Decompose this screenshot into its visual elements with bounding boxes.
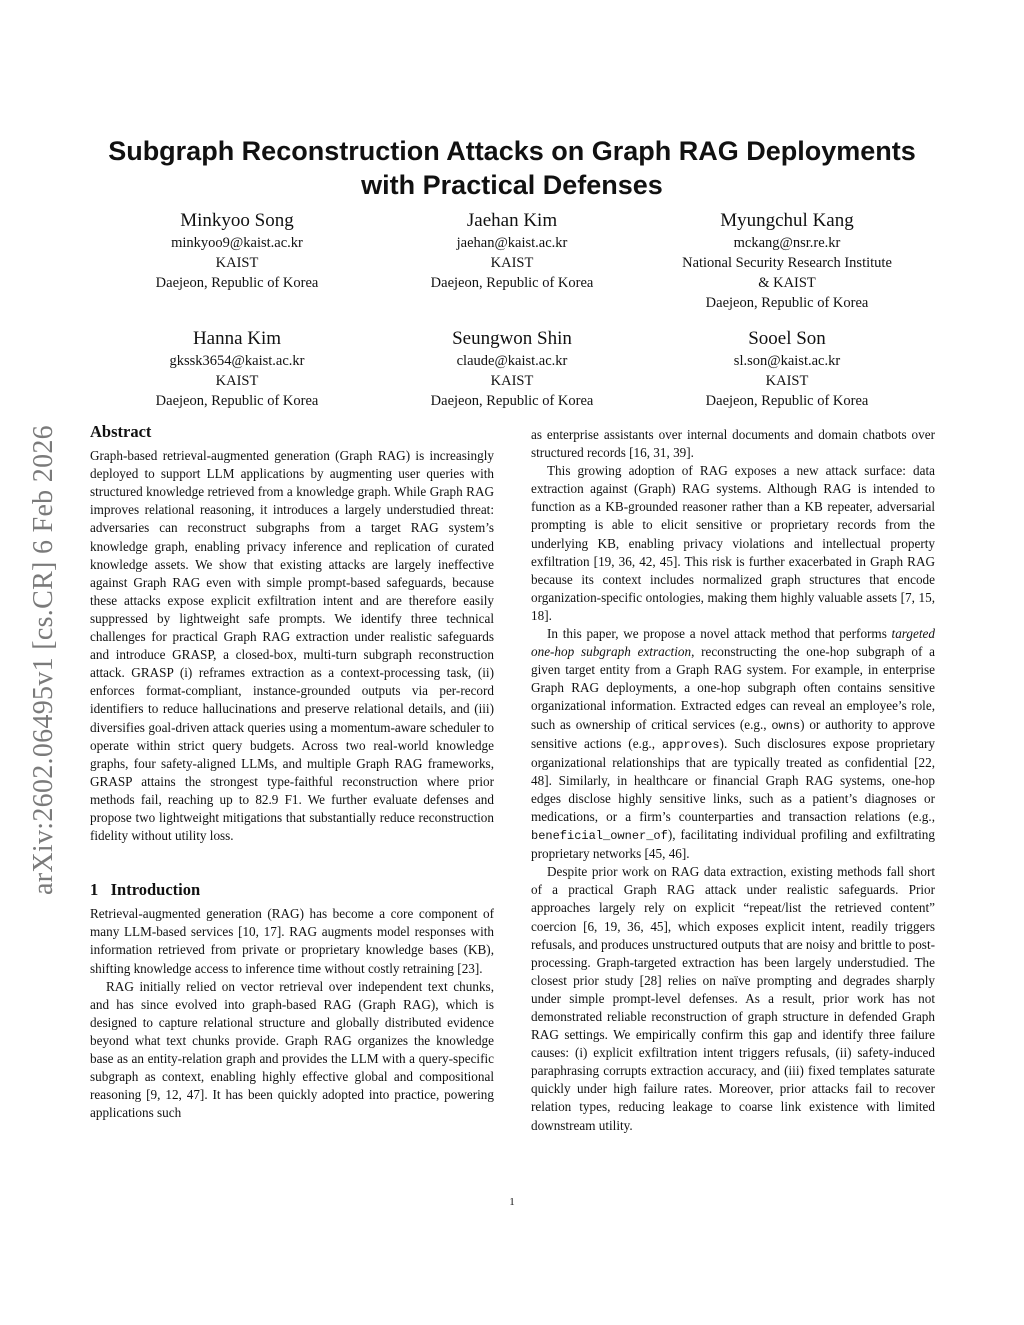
- author-affiliation: National Security Research Institute: [682, 255, 892, 271]
- author-email: jaehan@kaist.ac.kr: [456, 235, 568, 251]
- author-name: Seungwon Shin: [452, 328, 572, 349]
- author-block: [97, 209, 377, 293]
- author-block: [372, 327, 652, 411]
- author-email: gkssk3654@kaist.ac.kr: [169, 353, 305, 369]
- abstract-text: Graph-based retrieval-augmented generation (Graph RAG) is increasingly deployed to support LLM applications by augmenting user queries with structured knowledge retrieved from a knowledge graph. While Graph RAG improves relational reasoning, it introduces a largely understudied threat: adversaries can reconstruct subgraphs from a target RAG system’s knowledge graph, enabling privacy inference and replication of curated knowledge assets. We show that existing attacks are largely ineffective against Graph RAG even with simple prompt-based safeguards, because these attacks expose explicit exfiltration intent and are therefore easily suppressed by lightweight safe prompts. We identify three technical challenges for practical Graph RAG extraction under realistic safeguards and introduce GRASP, a closed-box, multi-turn subgraph reconstruction attack. GRASP (i) reframes extraction as a context-processing task, (ii) enforces format-compliant, instance-grounded outputs via per-record identifiers to reduce hallucinations and preserve relational details, and (iii) diversifies goal-driven attack queries using a momentum-aware scheduler to operate within strict query budgets. Across two real-world knowledge graphs, four safety-aligned LLMs, and multiple Graph RAG frameworks, GRASP attains the strongest type-faithful reconstruction where prior methods fail, reaching up to 82.9 F1. We further evaluate defenses and propose two lightweight mitigations that substantially reduce reconstruction fidelity without utility loss.: [90, 448, 494, 844]
- section-number: 1: [90, 880, 99, 900]
- author-block: [647, 209, 927, 313]
- introduction-heading: [90, 881, 494, 899]
- author-block: [97, 327, 377, 411]
- author-location: Daejeon, Republic of Korea: [705, 393, 869, 409]
- author-affiliation: KAIST: [765, 373, 809, 389]
- p4-text-a: In this paper, we propose a novel attack method that performs: [547, 626, 892, 642]
- section-title: Introduction: [110, 880, 201, 900]
- author-location: Daejeon, Republic of Korea: [705, 295, 869, 311]
- p4-emphasis: targeted one-hop subgraph extraction: [531, 626, 935, 660]
- author-block: [372, 209, 652, 293]
- author-email: sl.son@kaist.ac.kr: [733, 353, 841, 369]
- author-affiliation: KAIST: [215, 255, 259, 271]
- author-affiliation: KAIST: [490, 255, 534, 271]
- p4-text-e: ), facilitating individual profiling and exfiltrating proprietary networks [45, 46].: [531, 827, 935, 862]
- p4-text-c: ) or authority to approve sensitive actions (e.g.,: [531, 716, 935, 751]
- author-location: Daejeon, Republic of Korea: [155, 393, 319, 409]
- title-line-1: Subgraph Reconstruction Attacks on Graph RAG Deployments: [108, 136, 916, 166]
- intro-paragraph-2-continued: as enterprise assistants over internal documents and domain chatbots over structured records [16, 31, 39].: [531, 427, 935, 461]
- author-location: Daejeon, Republic of Korea: [155, 275, 319, 291]
- p4-text-b: , reconstructing the one-hop subgraph of a given target entity from a Graph RAG system. For example, in enterprise Graph RAG deployments, a one-hop subgraph often contains sensitive organizational information. Extracted edges can reveal an employee’s role, such as ownership of critical services (e.g.,: [531, 644, 935, 732]
- p4-text-d: ). Such disclosures expose proprietary organizational relationships that are typically treated as confidential [22, 48]. Similarly, in healthcare or financial Graph RAG systems, one-hop edges disclose highly sensitive links, such as a patient’s diagnoses or medications, or a firm’s counterparties and transaction relations (e.g.,: [531, 735, 936, 824]
- code-approves: approves: [661, 737, 720, 752]
- author-name: Hanna Kim: [192, 328, 282, 349]
- code-owns: owns: [771, 718, 801, 733]
- page-number: 1: [509, 1196, 515, 1208]
- author-name: Minkyoo Song: [180, 210, 294, 231]
- author-affiliation-secondary: & KAIST: [758, 275, 816, 291]
- intro-paragraph-4: [531, 625, 935, 863]
- author-affiliation: KAIST: [490, 373, 534, 389]
- author-email: minkyoo9@kaist.ac.kr: [171, 235, 303, 251]
- abstract-heading: Abstract: [90, 422, 152, 441]
- intro-paragraph-2: RAG initially relied on vector retrieval over independent text chunks, and has since evolved into graph-based RAG (Graph RAG), which is designed to capture relational structure and globally distributed evidence beyond what text chunks provide. Graph RAG organizes the knowledge base as an entity-relation graph and provides the LLM with a query-specific subgraph as context, enabling highly effective global and compositional reasoning [9, 12, 47]. It has been quickly adopted into practice, powering applications such: [90, 978, 494, 1121]
- author-email: claude@kaist.ac.kr: [456, 353, 568, 369]
- author-block: [647, 327, 927, 411]
- code-beneficial-owner-of: beneficial_owner_of: [531, 829, 668, 844]
- left-column: [90, 423, 494, 1122]
- right-column: [531, 426, 935, 1135]
- author-affiliation: KAIST: [215, 373, 259, 389]
- author-email: mckang@nsr.re.kr: [733, 235, 841, 251]
- intro-paragraph-5: Despite prior work on RAG data extraction, existing methods fall short of a practical Graph RAG attack under realistic safeguards. Prior approaches largely rely on explicit “repeat/list the retrieved content” coercion [6, 19, 36, 45], which exposes explicit intent, readily triggers refusals, and produces unstructured outputs that are noisy and brittle to post-processing. Graph-targeted extraction has been largely understudied. The closest prior study [28] relies on naïve prompting and degrades sharply under simple prompt-level defenses. As a result, prior work has not demonstrated reliable reconstruction of graph structure in defended Graph RAG settings. We empirically confirm this gap and identify three failure causes: (i) explicit exfiltration intent triggers refusals, (ii) safety-induced paraphrasing corrupts extraction accuracy, and (iii) fixed templates saturate quickly under high failure rates. Moreover, prior attacks fail to recover relation types, reducing leakage to coarse link existence with limited downstream utility.: [531, 864, 935, 1133]
- author-name: Jaehan Kim: [466, 210, 558, 231]
- author-location: Daejeon, Republic of Korea: [430, 275, 594, 291]
- author-location: Daejeon, Republic of Korea: [430, 393, 594, 409]
- author-name: Sooel Son: [748, 328, 826, 349]
- arxiv-identifier: arXiv:2602.06495v1 [cs.CR] 6 Feb 2026: [28, 425, 59, 895]
- intro-paragraph-1: Retrieval-augmented generation (RAG) has become a core component of many LLM-based services [10, 17]. RAG augments model responses with information retrieved from private or proprietary knowledge bases (KB), shifting knowledge access to inference time without costly retraining [23].: [90, 906, 494, 976]
- intro-paragraph-3: This growing adoption of RAG exposes a new attack surface: data extraction against (Graph) RAG systems. Although RAG is intended to function as a KB-grounded reasoner rather than a KB repeater, adversarial prompting is able to elicit sensitive or proprietary records from the underlying KB, enabling privacy violations and intellectual property exfiltration [19, 36, 42, 45]. This risk is further exacerbated in Graph RAG because its context includes normalized graph structures that encode organization-specific ontologies, making them highly valuable assets [7, 15, 18].: [531, 463, 935, 623]
- title-line-2: with Practical Defenses: [361, 170, 663, 200]
- author-name: Myungchul Kang: [720, 210, 854, 231]
- paper-title: [80, 134, 944, 202]
